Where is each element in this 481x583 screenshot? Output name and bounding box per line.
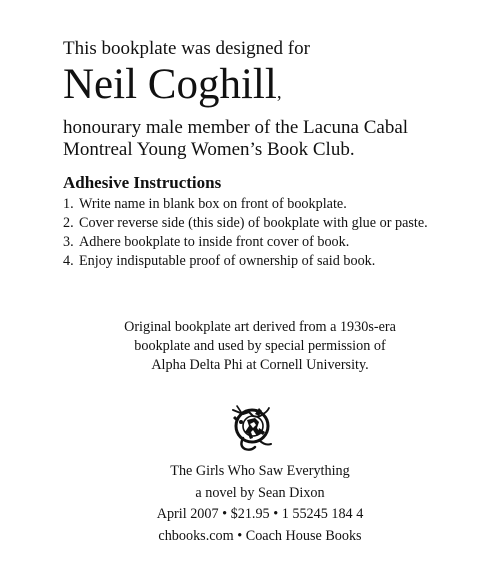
instruction-text: Write name in blank box on front of bookplate. (79, 196, 347, 212)
instruction-number: 4. (63, 253, 74, 269)
member-name-suffix: , (276, 82, 282, 103)
instruction-number: 1. (63, 196, 74, 212)
instruction-number: 3. (63, 234, 74, 250)
book-info (60, 461, 460, 547)
book-details: April 2007 • $21.95 • 1 55245 184 4 (156, 506, 364, 522)
book-title: The Girls Who Saw Everything (170, 463, 350, 479)
instructions-heading: Adhesive Instructions (63, 173, 222, 192)
instruction-text: Enjoy indisputable proof of ownership of said book. (79, 253, 376, 269)
member-title: honourary male member of the Lacuna Cabal (63, 117, 409, 138)
adhesive-instructions (63, 172, 463, 271)
coach-house-books-logo-icon (229, 402, 275, 452)
art-credit (60, 318, 460, 375)
dedication-intro: This bookplate was designed for (63, 38, 310, 59)
instruction-item (63, 214, 463, 233)
credit-line: bookplate and used by special permission of (134, 338, 386, 354)
member-name-text: Neil Coghill (63, 61, 277, 108)
member-name (63, 62, 463, 116)
credit-line: Original bookplate art derived from a 1930s-era (124, 319, 396, 335)
instruction-item (63, 195, 463, 214)
instruction-number: 2. (63, 215, 74, 231)
book-byline: a novel by Sean Dixon (195, 484, 325, 501)
instruction-text: Adhere bookplate to inside front cover of book. (79, 234, 350, 250)
club-name: Montreal Young Women’s Book Club. (63, 139, 355, 160)
instructions-list (63, 195, 463, 271)
publisher-line: chbooks.com • Coach House Books (158, 527, 362, 544)
dedication-block (63, 38, 463, 161)
instruction-text: Cover reverse side (this side) of bookplate with glue or paste. (79, 215, 428, 231)
instruction-item (63, 233, 463, 252)
instruction-item (63, 252, 463, 271)
credit-line: Alpha Delta Phi at Cornell University. (151, 357, 369, 373)
